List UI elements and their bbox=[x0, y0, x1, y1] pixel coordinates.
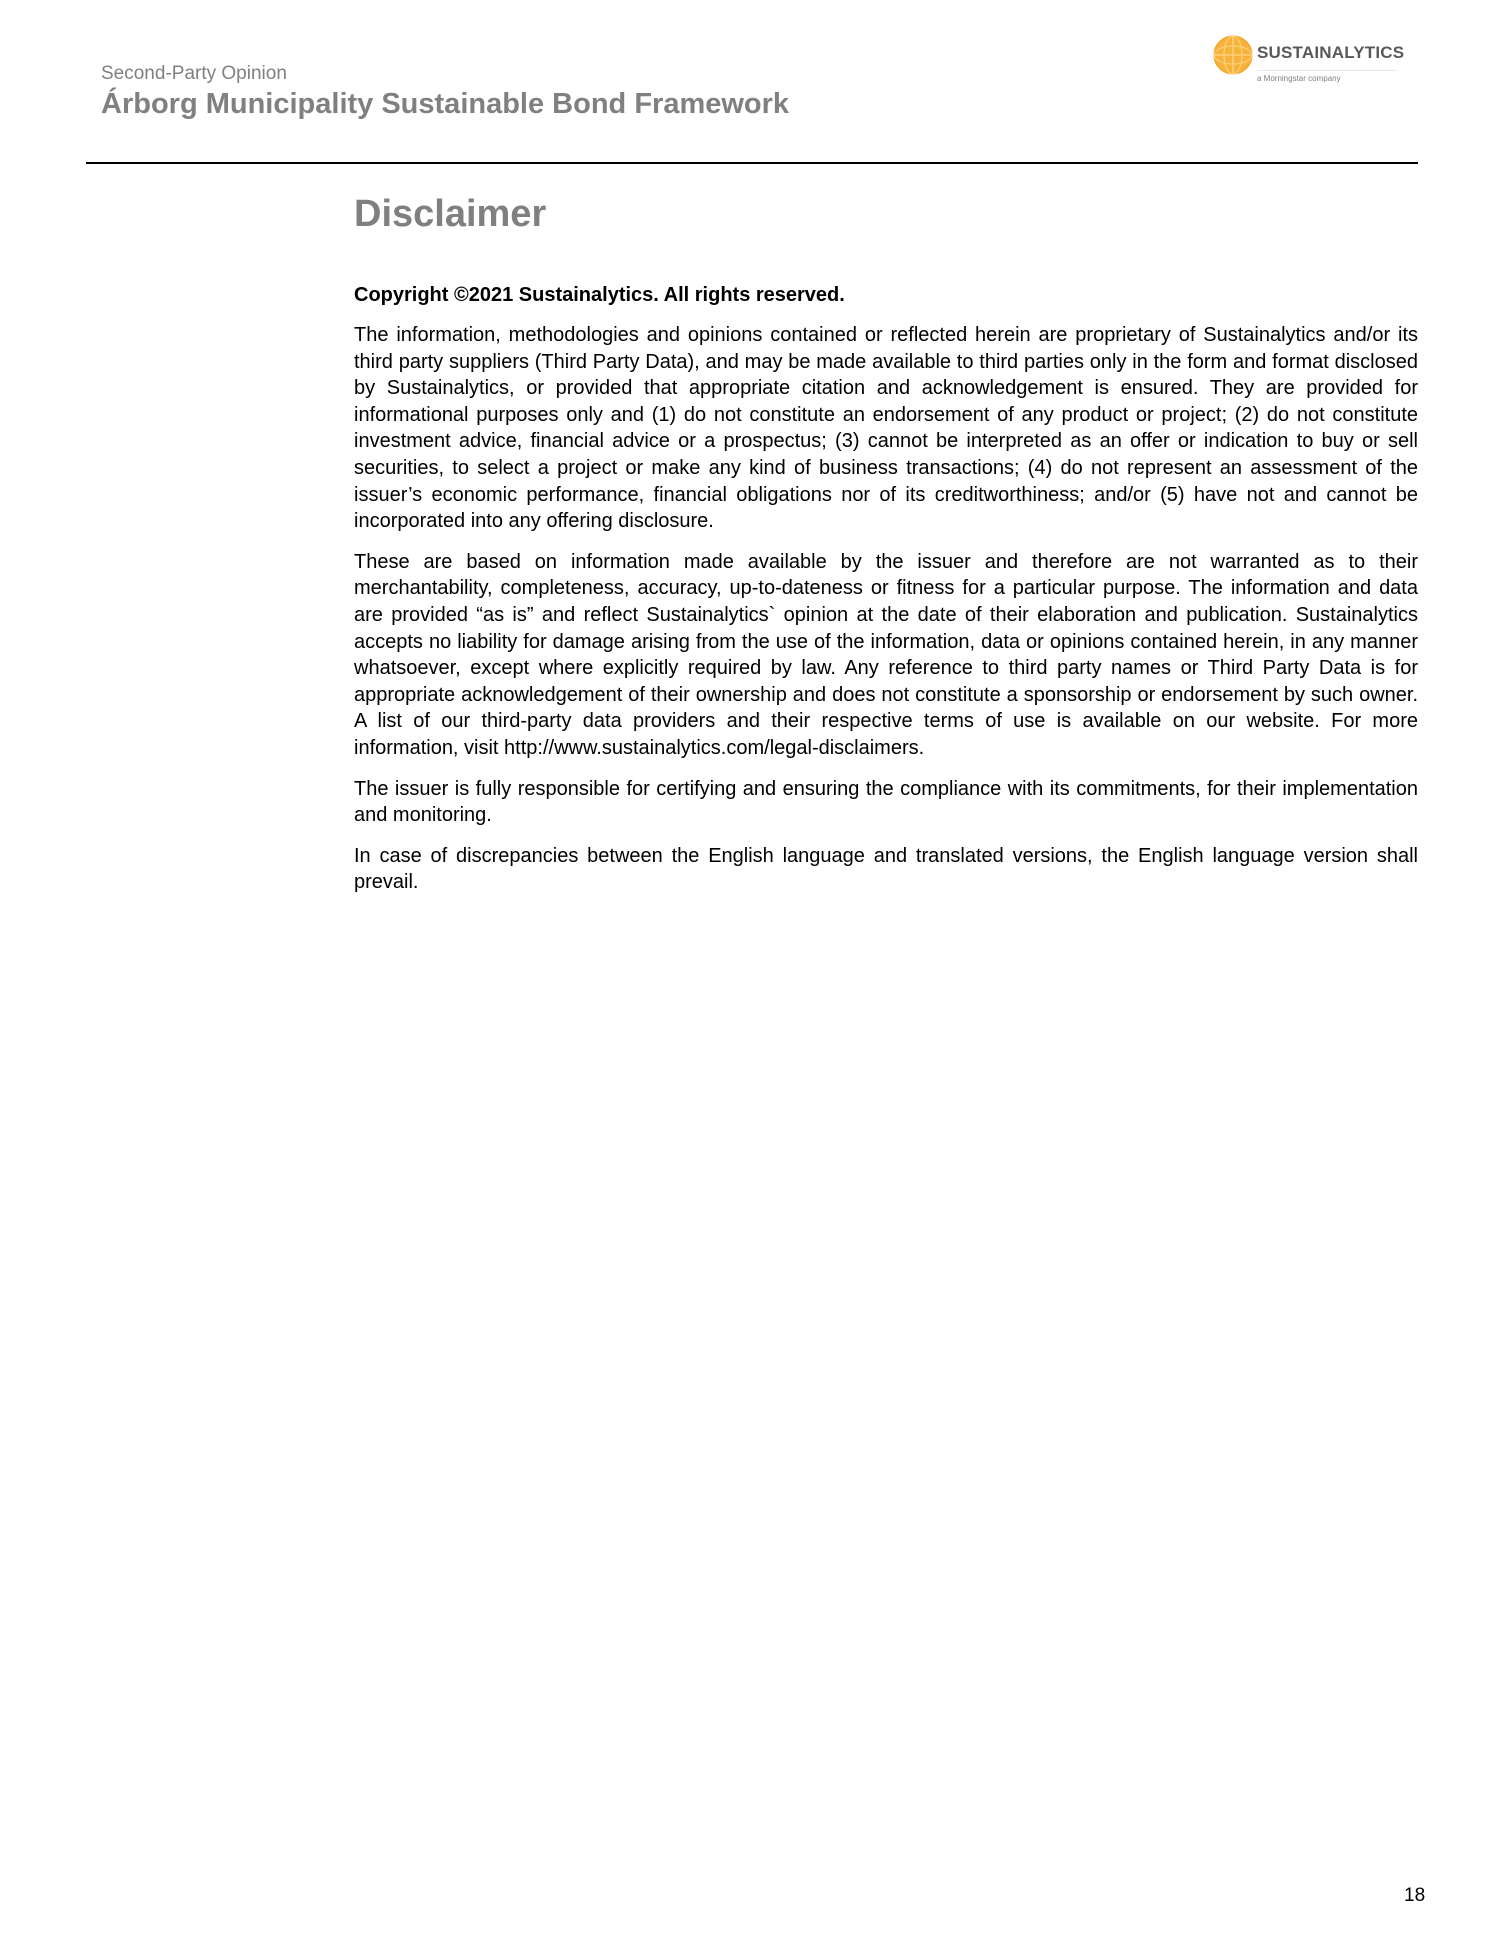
header-title: Árborg Municipality Sustainable Bond Framework bbox=[101, 88, 790, 120]
sun-globe-logo-icon bbox=[1212, 34, 1254, 76]
page-number: 18 bbox=[1404, 1885, 1426, 1906]
disclaimer-paragraph: The issuer is fully responsible for certifying and ensuring the compliance with its commitments, for their implementation and monitoring. bbox=[354, 777, 1418, 827]
logo-wordmark: SUSTAINALYTICS bbox=[1257, 43, 1405, 62]
sustainalytics-logo bbox=[1212, 32, 1412, 92]
logo-tagline: a Morningstar company bbox=[1257, 74, 1341, 83]
logo-divider bbox=[1257, 70, 1397, 71]
disclaimer-paragraph: In case of discrepancies between the English language and translated versions, the English language version shall prevail. bbox=[354, 844, 1418, 894]
disclaimer-paragraph: The information, methodologies and opinions contained or reflected herein are proprietary of Sustainalytics and/or its third party suppliers (Third Party Data), and may be made available to third parties only in the form and format disclosed by Sustainalytics, or provided that appropriate citation and acknowledgement is ensured. They are provided for informational purposes only and (1) do not constitute an endorsement of any product or project; (2) do not constitute investment advice, financial advice or a prospectus; (3) cannot be interpreted as an offer or indication to buy or sell securities, to select a project or make any kind of business transactions; (4) do not represent an assessment of the issuer’s economic performance, financial obligations nor of its creditworthiness; and/or (5) have not and cannot be incorporated into any offering disclosure. bbox=[354, 324, 1418, 533]
disclaimer-paragraph: These are based on information made available by the issuer and therefore are not warranted as to their merchantability, completeness, accuracy, up-to-dateness or fitness for a particular purpose. The information and data are provided “as is” and reflect Sustainalytics` opinion at the date of their elaboration and publication. Sustainalytics accepts no liability for damage arising from the use of the information, data or opinions contained herein, in any manner whatsoever, except where explicitly required by law. Any reference to third party names or Third Party Data is for appropriate acknowledgement of their ownership and does not constitute a sponsorship or endorsement by such owner. A list of our third-party data providers and their respective terms of use is available on our website. For more information, visit http://www.sustainalytics.com/legal-disclaimers. bbox=[354, 550, 1418, 759]
section-title: Disclaimer bbox=[354, 193, 547, 235]
disclaimer-section bbox=[354, 190, 1418, 910]
header-divider bbox=[86, 162, 1418, 164]
copyright-notice: Copyright ©2021 Sustainalytics. All rights reserved. bbox=[354, 284, 845, 306]
header-subtitle: Second-Party Opinion bbox=[101, 63, 287, 84]
